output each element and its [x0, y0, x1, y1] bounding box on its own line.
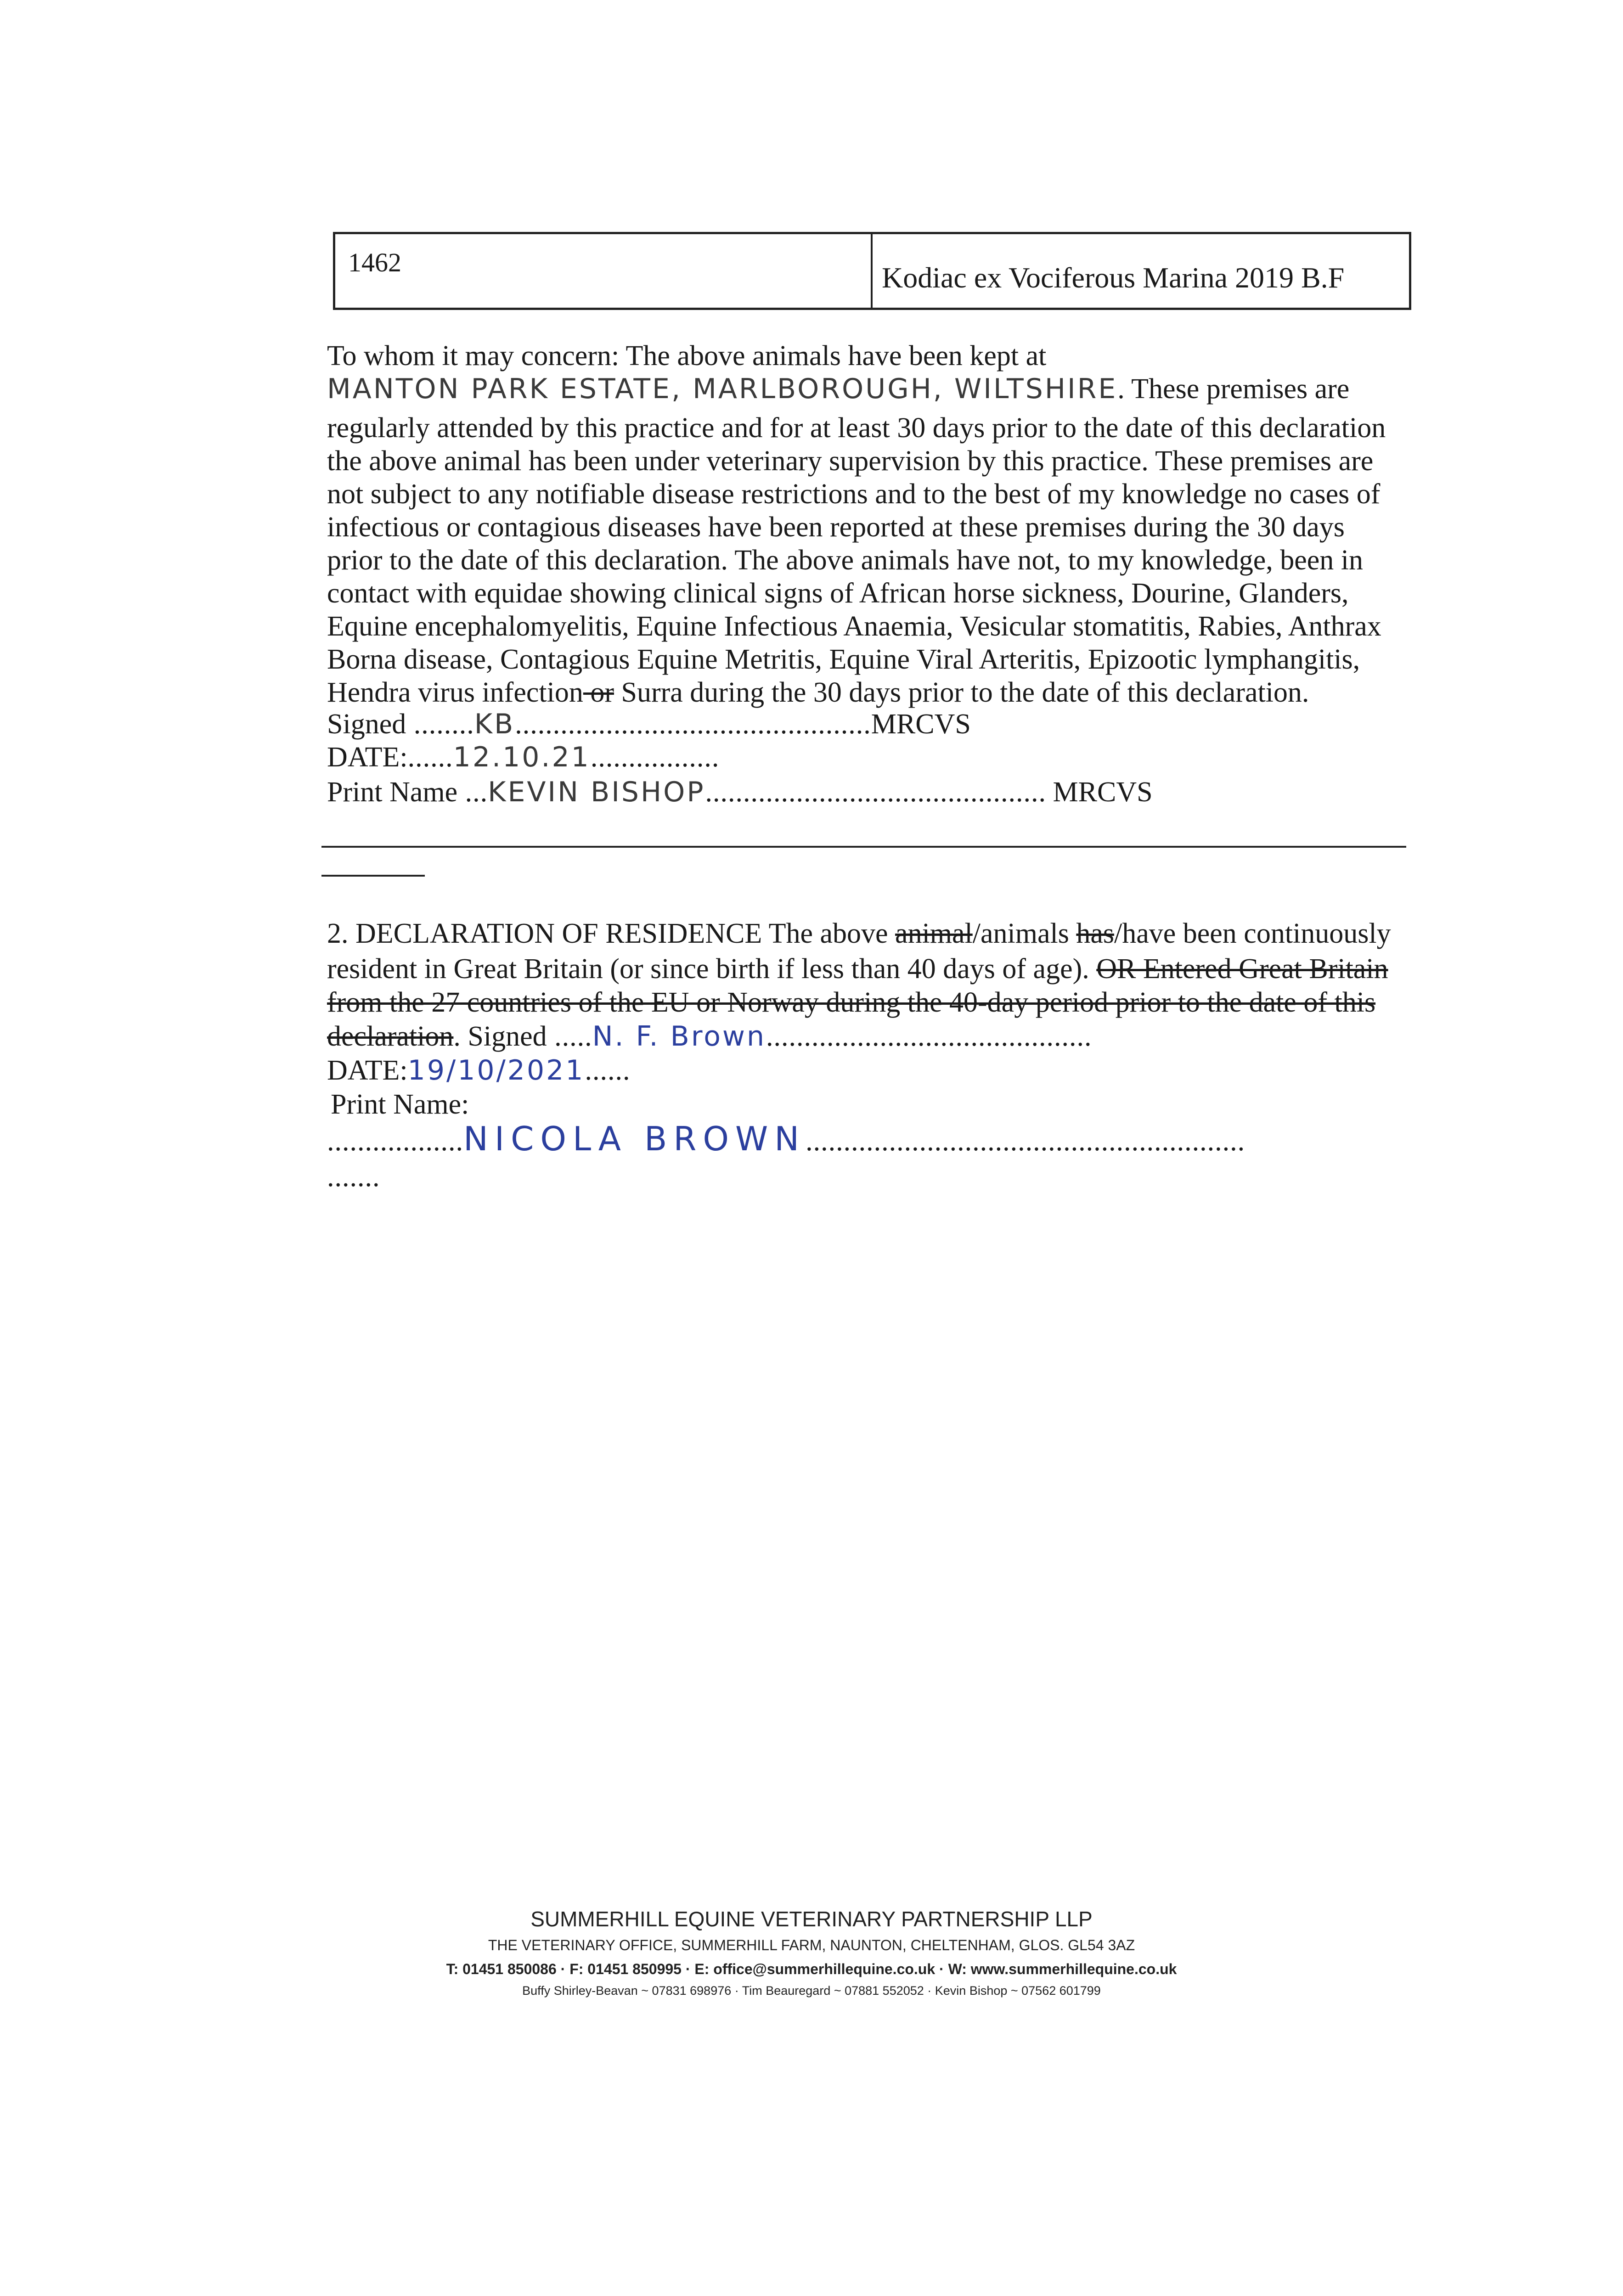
footer-partners: Buffy Shirley-Beavan ~ 07831 698976 · Tim Beauregard ~ 07881 552052 · Kevin Bishop ~ 07562 601799: [522, 1984, 1101, 1998]
residence-line-1: 2. DECLARATION OF RESIDENCE The above animal/animals has/have been continuously: [327, 918, 1391, 949]
body-line: contact with equidae showing clinical signs of African horse sickness, Dourine, Glanders,: [327, 578, 1349, 609]
body-line: not subject to any notifiable disease restrictions and to the best of my knowledge no cases of: [327, 478, 1381, 510]
body-line-last: Hendra virus infection or Surra during the 30 days prior to the date of this declaration.: [327, 677, 1309, 708]
body-line: prior to the date of this declaration. The above animals have not, to my knowledge, been in: [327, 545, 1364, 576]
declaration-intro: To whom it may concern: The above animals have been kept at: [327, 340, 1047, 371]
vet-signature: KB: [474, 708, 515, 740]
vet-print-name-line: Print Name ...KEVIN BISHOP............................................. MRCVS: [327, 776, 1153, 808]
residence-line-2: resident in Great Britain (or since birth if less than 40 days of age). OR Entered Great Britain: [327, 953, 1388, 985]
vet-signed-line: Signed ........KB...............................................MRCVS: [327, 708, 971, 740]
body-line: Borna disease, Contagious Equine Metritis, Equine Viral Arteritis, Epizootic lymphangitis,: [327, 644, 1360, 675]
footer-address: THE VETERINARY OFFICE, SUMMERHILL FARM, NAUNTON, CHELTENHAM, GLOS. GL54 3AZ: [488, 1937, 1135, 1953]
premises-line: MANTON PARK ESTATE, MARLBOROUGH, WILTSHIRE. These premises are: [327, 373, 1350, 405]
vet-date-line: DATE:......12.10.21.................: [327, 741, 720, 773]
vet-print-name-value: KEVIN BISHOP: [488, 776, 705, 808]
residence-date-line: DATE:19/10/2021......: [327, 1054, 631, 1086]
residence-print-name-label: Print Name:: [331, 1089, 469, 1120]
premises-handwritten: MANTON PARK ESTATE, MARLBOROUGH, WILTSHIRE: [327, 373, 1118, 405]
owner-signature: N. F. Brown: [592, 1020, 766, 1052]
body-line: regularly attended by this practice and for at least 30 days prior to the date of this declaration: [327, 412, 1386, 444]
horse-id-table: [333, 232, 1411, 310]
body-line: Equine encephalomyelitis, Equine Infectious Anaemia, Vesicular stomatitis, Rabies, Anthrax: [327, 611, 1381, 642]
body-line: infectious or contagious diseases have been reported at these premises during the 30 days: [327, 512, 1345, 543]
footer-company: SUMMERHILL EQUINE VETERINARY PARTNERSHIP LLP: [530, 1907, 1093, 1931]
declaration-body: [327, 411, 1420, 709]
residence-trailing-dots: .......: [327, 1161, 380, 1193]
residence-print-name-line: ..................NICOLA BROWN..........................................................: [327, 1120, 1245, 1158]
horse-description: Kodiac ex Vociferous Marina 2019 B.F: [882, 261, 1345, 294]
owner-print-name-value: NICOLA BROWN: [463, 1120, 806, 1158]
footer-contact: T: 01451 850086 · F: 01451 850995 · E: office@summerhillequine.co.uk · W: www.summerhillequine.co.uk: [446, 1961, 1177, 1977]
id-number: 1462: [335, 234, 873, 308]
short-divider: [321, 875, 425, 877]
owner-date-value: 19/10/2021: [407, 1054, 585, 1086]
vet-date-value: 12.10.21: [453, 741, 591, 773]
residence-signed-line: declaration. Signed .....N. F. Brown...........................................: [327, 1020, 1092, 1052]
residence-line-3: from the 27 countries of the EU or Norway during the 40-day period prior to the date of this: [327, 987, 1376, 1018]
body-line: the above animal has been under veterinary supervision by this practice. These premises are: [327, 445, 1374, 477]
section-divider: [321, 846, 1406, 848]
